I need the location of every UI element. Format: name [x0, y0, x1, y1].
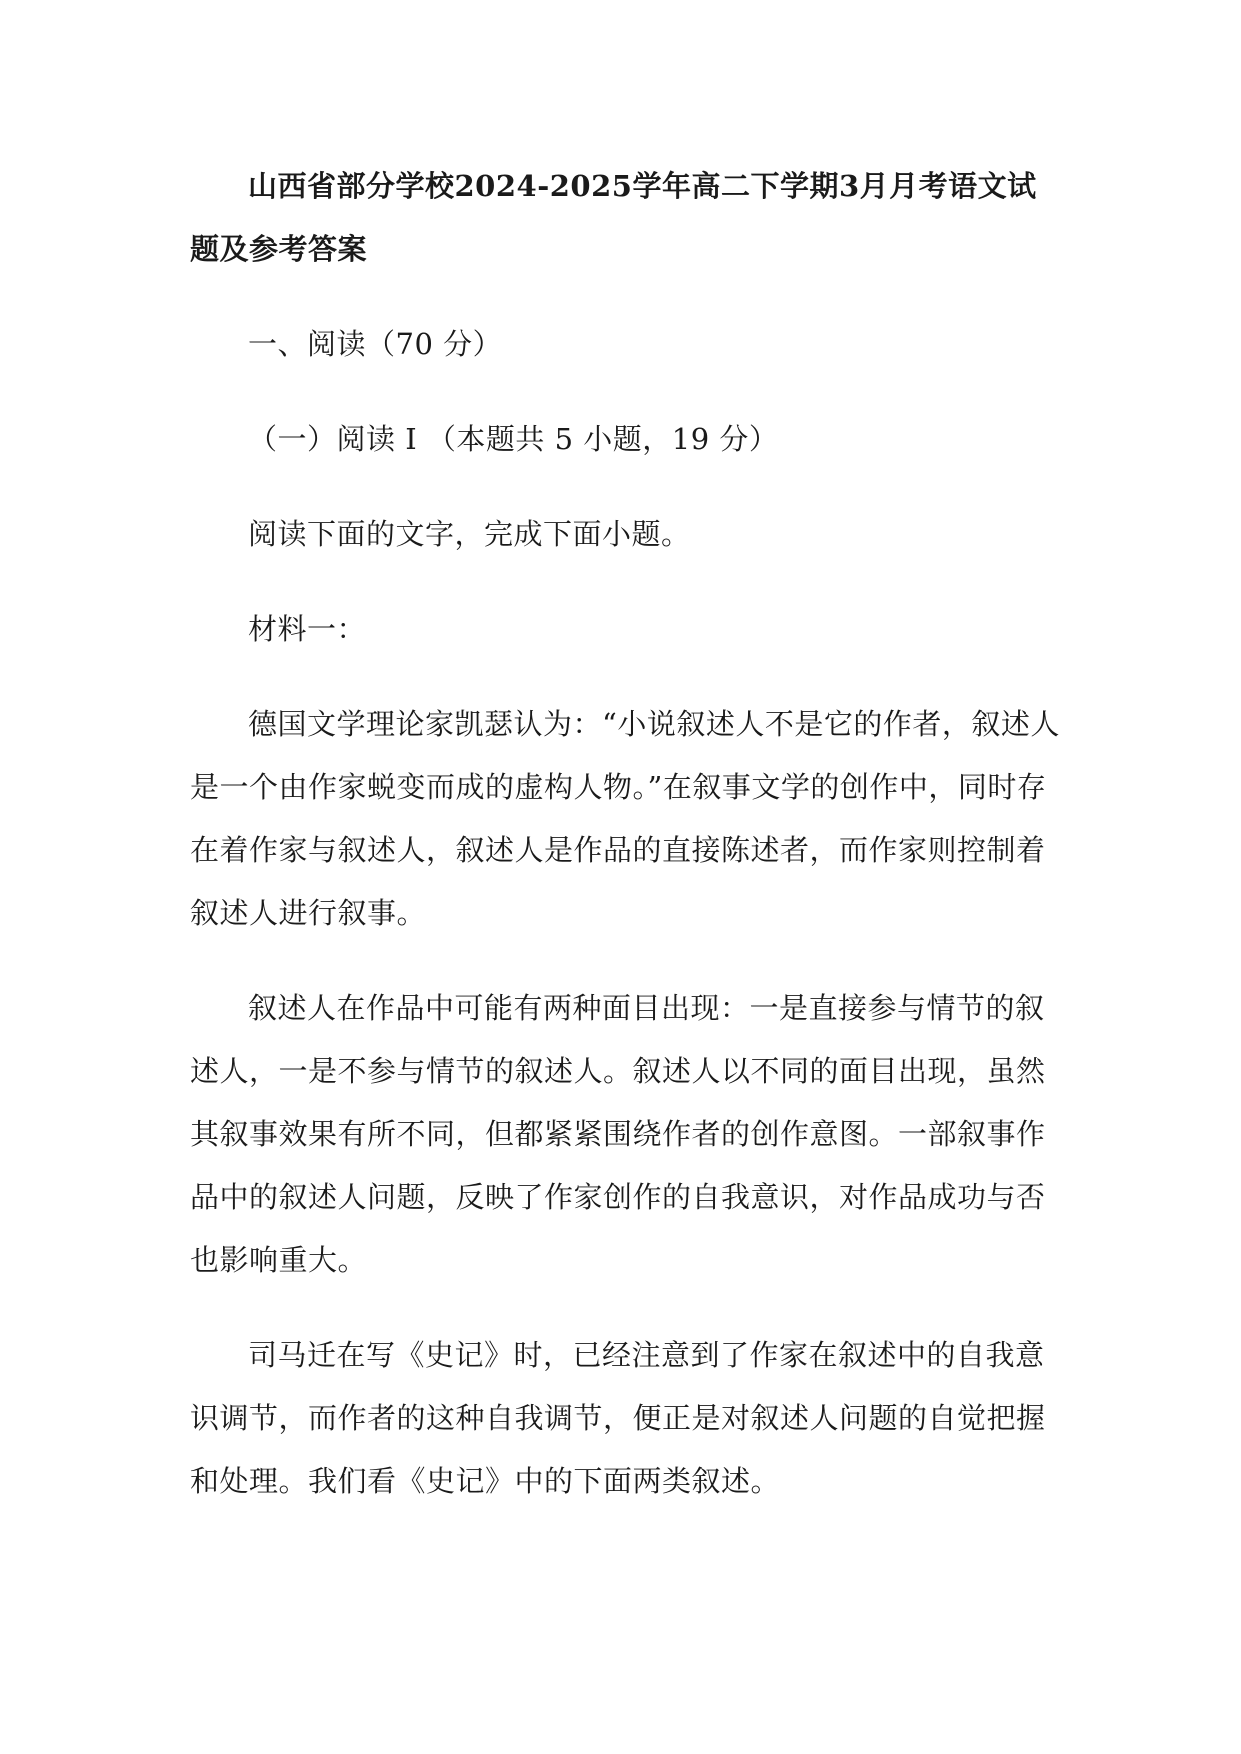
material-label: 材料一：: [248, 612, 367, 646]
subsection-heading: （一）阅读 I （本题共 5 小题，19 分）: [248, 422, 779, 456]
paragraph-2: 叙述人在作品中可能有两种面目出现：一是直接参与情节的叙述人，一是不参与情节的叙述人。叙述人以不同的面目出现，虽然其叙事效果有所不同，但都紧紧围绕作者的创作意图。一部叙事作品中的叙述人问题，反映了作家创作的自我意识，对作品成功与否也影响重大。: [190, 991, 1046, 1277]
paragraph-3: 司马迁在写《史记》时，已经注意到了作家在叙述中的自我意识调节，而作者的这种自我调节，便正是对叙述人问题的自觉把握和处理。我们看《史记》中的下面两类叙述。: [190, 1338, 1046, 1498]
document-title: 山西省部分学校2024-2025学年高二下学期3月月考语文试题及参考答案: [190, 169, 1037, 266]
section-heading: 一、阅读（70 分）: [248, 327, 503, 361]
instruction-text: 阅读下面的文字，完成下面小题。: [248, 517, 691, 551]
paragraph-1: 德国文学理论家凯瑟认为：“小说叙述人不是它的作者，叙述人是一个由作家蜕变而成的虚构人物。”在叙事文学的创作中，同时存在着作家与叙述人，叙述人是作品的直接陈述者，而作家则控制着叙述人进行叙事。: [190, 707, 1060, 930]
